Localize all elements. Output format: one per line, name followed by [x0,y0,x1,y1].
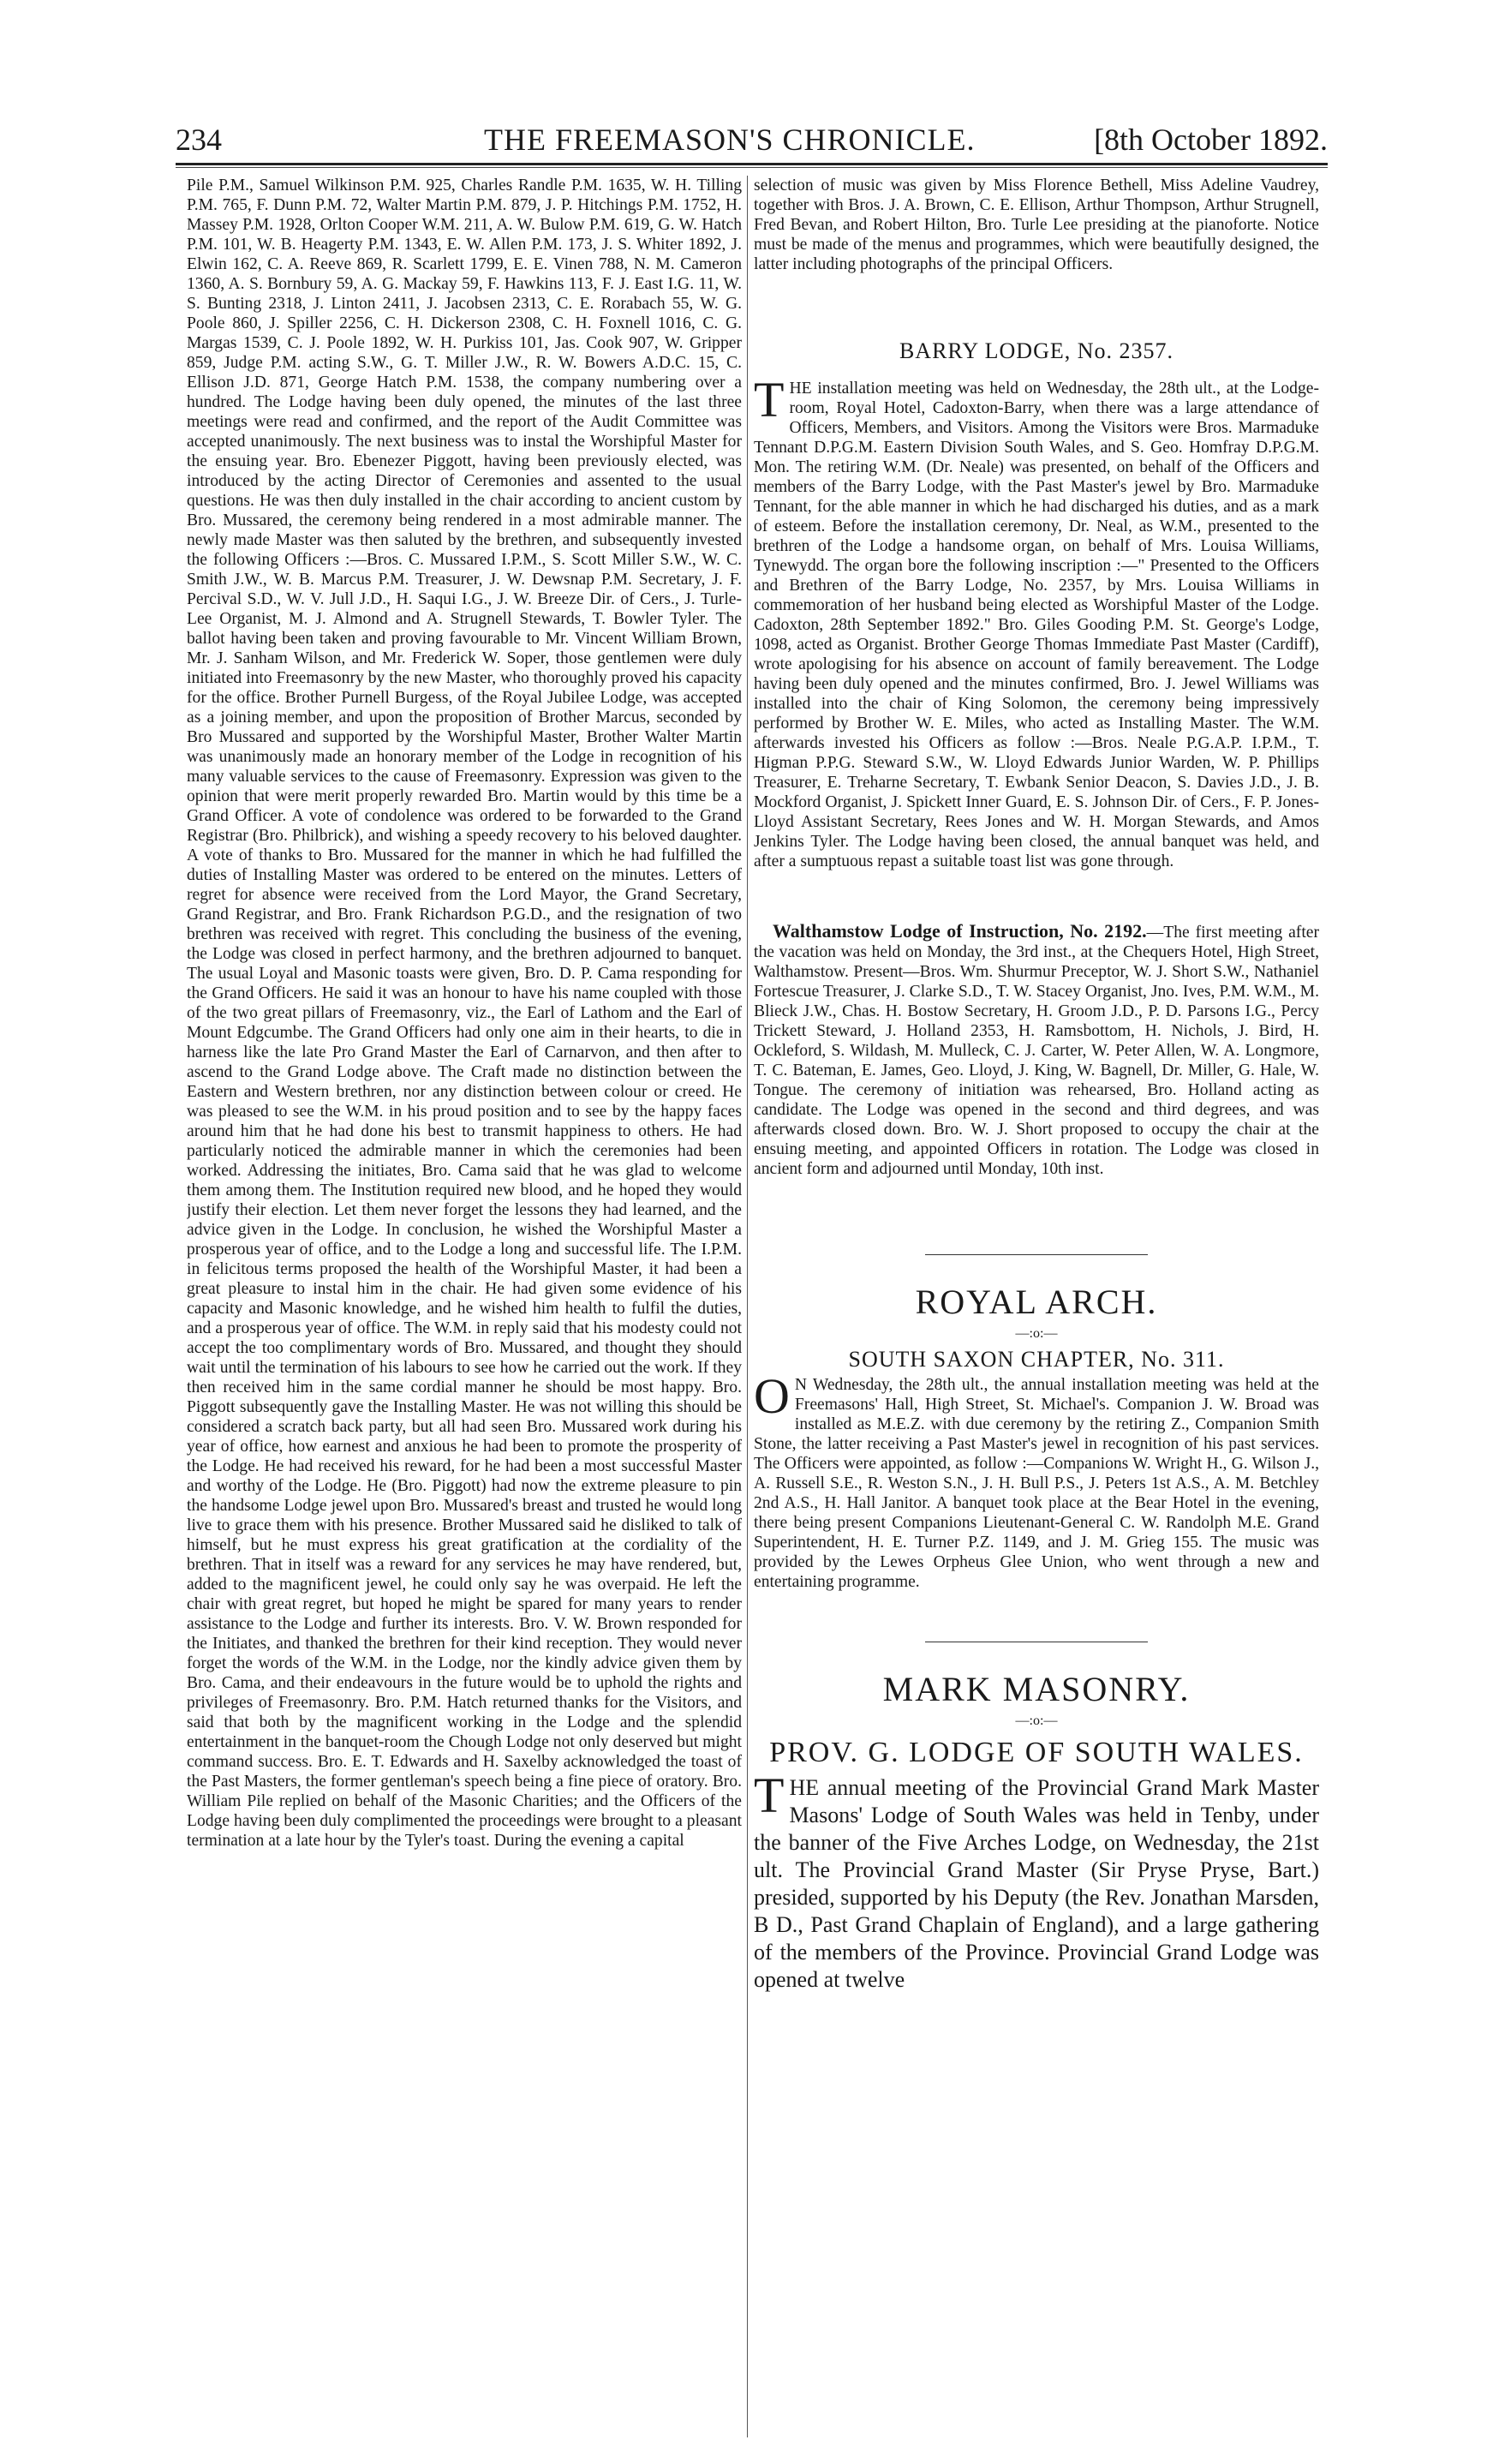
barry-lodge-text: HE installation meeting was held on Wednesday, the 28th ult., at the Lodge-room, Royal Hotel, Cadoxton-Barry, when there was a large attendance of Officers, Members, and Visitors. Among the Visitors were Bros. Marmaduke Tennant D.P.G.M. Eastern Division South Wales, and S. Geo. Homfray D.P.G.M. Mon. The retiring W.M. (Dr. Neale) was presented, on behalf of the Officers and members of the Barry Lodge, with the Past Master's jewel by Bro. Marmaduke Tennant, for the able manner in which he had discharged his duties, and as a mark of esteem. Before the installation ceremony, Dr. Neal, as W.M., presented to the brethren of the Lodge a handsome organ, on behalf of Mrs. Louisa Williams, Tynewydd. The organ bore the following inscription :—" Presented to the Officers and Brethren of the Barry Lodge, No. 2357, by Mrs. Louisa Williams in commemoration of her husband being elected as Worshipful Master of the Lodge. Cadoxton, 28th September 1892." Bro. Giles Gooding P.M. St. George's Lodge, 1098, acted as Organist. Brother George Thomas Immediate Past Master (Cardiff), wrote apologising for his absence on account of family bereavement. The Lodge having been duly opened and the minutes confirmed, Bro. J. Jewel Williams was installed into the chair of King Solomon, the ceremony being impressively performed by Brother W. E. Miles, who acted as Installing Master. The W.M. afterwards invested his Officers as follow :—Bros. Neale P.G.A.P. I.P.M., T. Higman P.P.G. Steward S.W., W. Lloyd Edwards Junior Warden, W. P. Phillips Treasurer, E. Treharne Secretary, T. Ewbank Senior Deacon, S. Davies J.D., J. B. Mockford Organist, J. Spickett Inner Guard, E. S. Johnson Dir. of Cers., F. P. Jones-Lloyd Assistant Secretary, Rees Jones and W. H. Morgan Stewards, and Amos Jenkins Tyler. The Lodge having been closed, the annual banquet was held, and after a sumptuous repast a suitable toast list was gone through. [754,380,1319,870]
right-column [754,176,1319,2455]
column-divider [747,176,748,2437]
royal-arch-heading: ROYAL ARCH. [915,1283,1158,1321]
prov-lodge-dropcap: T [754,1767,785,1823]
left-column-paragraph: Pile P.M., Samuel Wilkinson P.M. 925, Charles Randle P.M. 1635, W. H. Tilling P.M. 765, F. Dunn P.M. 72, Walter Martin P.M. 879, J. P. Hitchings P.M. 1752, H. Massey P.M. 1928, Orlton Cooper W.M. 211, A. W. Bulow P.M. 619, G. W. Hatch P.M. 101, W. B. Heagerty P.M. 1343, E. W. Allen P.M. 173, J. S. Whiter 1892, J. Elwin 162, C. A. Reeve 869, R. Scarlett 1799, E. E. Vinen 788, N. M. Cameron 1360, A. S. Bornbury 59, A. G. Mackay 59, F. Hawkins 113, F. J. East I.G. 11, W. S. Bunting 2318, J. Linton 2411, J. Jacobsen 2313, C. E. Rorabach 55, W. G. Poole 860, J. Spiller 2256, C. H. Dickerson 2308, C. H. Foxnell 1016, C. G. Margas 1539, C. J. Poole 1892, W. H. Purkiss 101, Jas. Cook 907, W. Gripper 859, Judge P.M. acting S.W., G. T. Miller J.W., R. W. Bowers A.D.C. 15, C. Ellison J.D. 871, George Hatch P.M. 1538, the company numbering over a hundred. The Lodge having been duly opened, the minutes of the last three meetings were read and confirmed, and the report of the Audit Committee was accepted unanimously. The next business was to instal the Worshipful Master for the ensuing year. Bro. Ebenezer Piggott, having been previously elected, was introduced by the acting Director of Ceremonies and assented to the usual questions. He was then duly installed in the chair according to ancient custom by Bro. Mussared, the ceremony being rendered in a most admirable manner. The newly made Master was then saluted by the brethren, and subsequently invested the following Officers :—Bros. C. Mussared I.P.M., S. Scott Miller S.W., W. C. Smith J.W., W. B. Marcus P.M. Treasurer, J. W. Dewsnap P.M. Secretary, J. F. Percival S.D., W. V. Jull J.D., H. Saqui I.G., J. W. Breeze Dir. of Cers., J. Turle-Lee Organist, M. J. Almond and A. Strugnell Stewards, T. Bowler Tyler. The ballot having been taken and proving favourable to Mr. Vincent William Brown, Mr. J. Sanham Wilson, and Mr. Frederick W. Soper, those gentlemen were duly initiated into Freemasonry by the new Master, who thoroughly proved his capacity for the office. Brother Purnell Burgess, of the Royal Jubilee Lodge, was accepted as a joining member, and upon the proposition of Brother Marcus, seconded by Bro Mussared and supported by the Worshipful Master, Brother Walter Martin was unanimously made an honorary member of the Lodge in recognition of his many valuable services to the cause of Freemasonry. Expression was given to the opinion that were merit properly rewarded Bro. Martin would by this time be a Grand Officer. A vote of condolence was ordered to be forwarded to the Grand Registrar (Bro. Philbrick), and wishing a speedy recovery to his beloved daughter. A vote of thanks to Bro. Mussared for the manner in which he had fulfilled the duties of Installing Master was ordered to be entered on the minutes. Letters of regret for absence were received from the Lord Mayor, the Grand Secretary, Grand Registrar, and Bro. Frank Richardson P.G.D., and the resignation of two brethren was received with regret. This concluding the business of the evening, the Lodge was closed in perfect harmony, and the brethren adjourned to banquet. The usual Loyal and Masonic toasts were given, Bro. D. P. Cama responding for the Grand Officers. He said it was an honour to have his name coupled with those of the two great pillars of Freemasonry, viz., the Earl of Lathom and the Earl of Mount Edgcumbe. The Grand Officers had only one aim in their hearts, to die in harness like the late Pro Grand Master the Earl of Carnarvon, and then after to ascend to the Grand Lodge above. The Craft made no distinction between the Eastern and Western brethren, nor any distinction between colour or creed. He was pleased to see the W.M. in his proud position and to see by the happy faces around him that he had done his best to transmit happiness to others. He had particularly noticed the admirable manner in which the ceremonies had been worked. Addressing the initiates, Bro. Cama said that he was glad to welcome them among them. The Institution required new blood, and he hoped they would justify their election. Let them never forget the lessons they had learned, and the advice given in the Lodge. In conclusion, he wished the Worshipful Master a prosperous year of office, and to the Lodge a long and successful life. The I.P.M. in felicitous terms proposed the health of the Worshipful Master, it had been a great pleasure to instal him in the chair. He had given some evidence of his capacity and Masonic knowledge, and he wished him health to fulfil the duties, and a prosperous year of office. The W.M. in reply said that his modesty could not accept the too complimentary words of Bro. Mussared, and thought they should wait until the termination of his labours to see how he carried out the work. If they then received him in the same cordial manner he should be most happy. Bro. Piggott subsequently gave the Installing Master. He was not willing this should be considered a scratch back party, but all had seen Bro. Mussared work during his year of office, how earnest and anxious he had been to promote the prosperity of the Lodge. He had received his reward, for he had been a most successful Master and worthy of the Lodge. He (Bro. Piggott) had now the extreme pleasure to pin the handsome Lodge jewel upon Bro. Mussared's breast and trusted he would long live to grace them with his presence. Brother Mussared said he disliked to talk of himself, but he must express his great gratification at the cordiality of the brethren. That in itself was a reward for any services he may have rendered, but, added to the magnificent jewel, he could only say he was overpaid. He left the chair with great regret, but hoped he might be spared for many years to render assistance to the Lodge and further its interests. Bro. V. W. Brown responded for the Initiates, and thanked the brethren for their kind reception. They would never forget the words of the W.M. in the Lodge, nor the kindly advice given them by Bro. Cama, and their endeavours in the future would be to uphold the rights and privileges of Freemasonry. Bro. P.M. Hatch returned thanks for the Visitors, and said that both by the magnificent working in the Lodge and the splendid entertainment in the banquet-room the Chough Lodge not only deserved but might command success. Bro. E. T. Edwards and H. Saxelby acknowledged the toast of the Past Masters, the former gentleman's speech being a fine piece of oratory. Bro. William Pile replied on behalf of the Masonic Charities; and the Officers of the Lodge having been duly complimented the proceedings were brought to a pleasant termination at a late hour by the Tyler's toast. During the evening a capital [187,176,742,1850]
issue-date: [8th October 1892. [1094,123,1328,157]
publication-title: THE FREEMASON'S CHRONICLE. [484,123,976,157]
south-saxon-article [754,1368,1319,1592]
barry-dropcap: T [754,372,785,428]
page-header [176,120,1328,159]
walthamstow-article [754,921,1319,1179]
left-column [187,176,742,2455]
header-rule [176,163,1328,165]
south-saxon-text: N Wednesday, the 28th ult., the annual installation meeting was held at the Freemasons' Hall, High Street, St. Michael's. Companion J. W. Broad was installed as M.E.Z. with due ceremony by the retiring Z., Companion Smith Stone, the latter receiving a Past Master's jewel in recognition of his past services. The Officers were appointed, as follow :—Companions W. Wright H., G. Wilson J., A. Russell S.E., R. Weston S.N., J. H. Bull P.S., J. Peters 1st A.S., A. M. Betchley 2nd A.S., H. Hall Janitor. A banquet took place at the Bear Hotel in the evening, there being present Companions Lieutenant-General C. W. Randolph M.E. Grand Superintendent, H. E. Turner P.Z. 1149, and J. M. Grieg 155. The music was provided by the Lewes Orpheus Glee Union, who went through a new and entertaining programme. [754,1376,1319,1591]
barry-lodge-heading: BARRY LODGE, No. 2357. [899,338,1174,363]
south-saxon-heading: SOUTH SAXON CHAPTER, No. 311. [848,1347,1225,1372]
south-saxon-dropcap: O [754,1368,790,1424]
mark-masonry-ornament: —:o:— [1015,1713,1058,1728]
prov-lodge-heading: PROV. G. LODGE OF SOUTH WALES. [769,1737,1304,1768]
barry-lodge-article [754,372,1319,871]
page-number: 234 [176,123,222,157]
continued-paragraph: selection of music was given by Miss Florence Bethell, Miss Adeline Vaudrey, together with Bros. J. A. Brown, C. E. Ellison, Arthur Thompson, Arthur Strugnell, Fred Bevan, and Robert Hilton, Bro. Turle Lee presiding at the pianoforte. Notice must be made of the menus and programmes, which were beautifully designed, the latter including photographs of the principal Officers. [754,176,1319,273]
prov-lodge-text: HE annual meeting of the Provincial Grand Mark Master Masons' Lodge of South Wales was held in Tenby, under the banner of the Five Arches Lodge, on Wednesday, the 21st ult. The Provincial Grand Master (Sir Pryse Pryse, Bart.) presided, supported by his Deputy (the Rev. Jonathan Marsden, B D., Past Grand Chaplain of England), and a large gathering of the members of the Province. Provincial Grand Lodge was opened at twelve [754,1775,1319,1992]
prov-lodge-article [754,1767,1319,1994]
walthamstow-text: —The first meeting after the vacation was held on Monday, the 3rd inst., at the Chequers Hotel, High Street, Walthamstow. Present—Bros. Wm. Shurmur Preceptor, W. J. Short S.W., Nathaniel Fortescue Treasurer, J. Clarke S.D., T. W. Stacey Organist, Jno. Ives, P.M. W.M., M. Blieck J.W., Chas. H. Bostow Secretary, H. Groom J.D., P. D. Parsons I.G., Percy Trickett Steward, J. Holland 2353, H. Ramsbottom, H. Nichols, J. Bird, H. Ockleford, S. Wildash, M. Mulleck, C. J. Carter, W. Peter Allen, W. A. Longmore, T. C. Bateman, E. James, Geo. Lloyd, J. King, W. Bagnell, Dr. Miller, G. Hale, W. Tongue. The ceremony of initiation was rehearsed, Bro. Holland acting as candidate. The Lodge was opened in the second and third degrees, and was afterwards closed down. Bro. W. J. Short proposed to occupy the chair at the ensuing meeting, and appointed Officers in rotation. The Lodge was closed in ancient form and adjourned until Monday, 10th inst. [754,924,1319,1178]
walthamstow-lead: Walthamstow Lodge of Instruction, No. 2192. [773,920,1147,942]
mark-masonry-heading: MARK MASONRY. [882,1670,1191,1708]
royal-arch-ornament: —:o:— [1015,1326,1058,1341]
header-rule-thin [176,167,1328,168]
